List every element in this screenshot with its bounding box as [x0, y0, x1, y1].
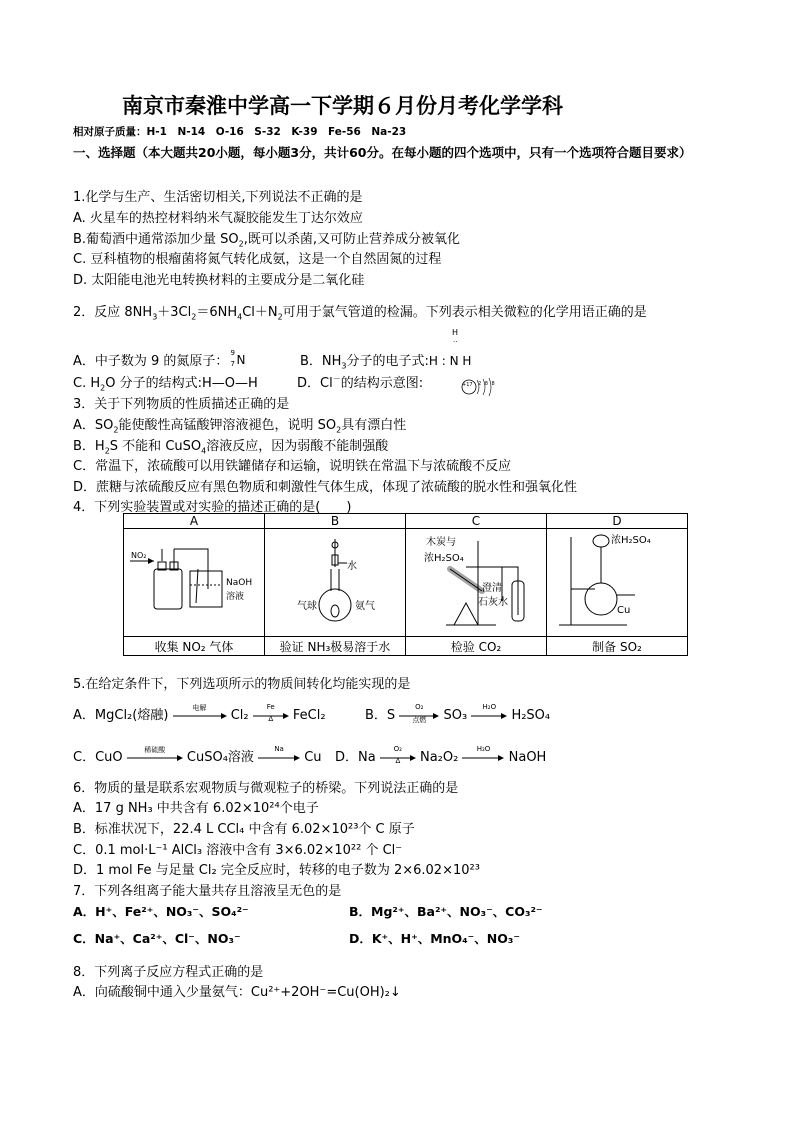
q7-option-c: C．Na⁺、Ca²⁺、Cl⁻、NO₃⁻	[73, 931, 241, 946]
q2-option-d: D．Cl－的结构示意图:	[297, 374, 424, 391]
q6-option-a: A．17 g NH₃ 中共含有 6.02×10²⁴个电子	[73, 801, 319, 816]
reaction-arrow: O₂ Δ	[380, 751, 416, 765]
so2-prep-apparatus	[547, 529, 687, 633]
cl-ion-nucleus: +17	[462, 382, 473, 388]
q3-option-b: B．$H_2S$ 不能和 CuSO$_4$溶液反应，因为弱酸不能制强酸	[73, 439, 389, 456]
cl-ion-shells: 2 8 8	[478, 381, 496, 387]
label-ammonia: 氨气	[355, 601, 375, 612]
q5-stem: 5.在给定条件下，下列选项所示的物质间转化均能实现的是	[73, 677, 411, 692]
col-header-d: D	[547, 514, 688, 529]
reaction-arrow: H₂O	[462, 751, 504, 765]
q6-stem: 6．物质的量是联系宏观物质与微观粒子的桥梁。下列说法正确的是	[73, 781, 459, 796]
nuclide-symbol: 9 7 N	[230, 348, 246, 368]
q2-option-b: B．$NH_3$分子的电子式:H : N H	[300, 354, 472, 371]
reaction-arrow: 稀硫酸	[127, 751, 183, 765]
q2-edot-pair: ··	[453, 338, 458, 346]
col-header-a: A	[124, 514, 265, 529]
q2-stem: 2．反应 $8NH_3+3Cl_2=6NH_4Cl+N_2$可用于氯气管道的检漏。下列表示相关微粒的化学用语正确的是	[73, 305, 647, 322]
apparatus-c	[406, 529, 547, 637]
reaction-arrow: 电解	[173, 709, 227, 723]
label-conc-acid-c: 浓H₂SO₄	[424, 553, 464, 564]
q5-option-b: B．S O₂ 点燃 SO₃ H₂O H₂SO₄	[365, 702, 551, 724]
q1-stem: 1.化学与生产、生活密切相关,下列说法不正确的是	[73, 190, 363, 205]
reaction-arrow: H₂O	[471, 709, 507, 723]
page-title: 南京市秦淮中学高一下学期６月份月考化学学科	[122, 93, 563, 118]
co2-test-apparatus	[406, 529, 546, 633]
label-conc-acid-d: 浓H₂SO₄	[611, 535, 651, 546]
q7-option-a: A．H⁺、Fe²⁺、NO₃⁻、SO₄²⁻	[73, 904, 249, 919]
caption-d: 制备 SO₂	[547, 637, 688, 656]
q7-stem: 7．下列各组离子能大量共存且溶液呈无色的是	[73, 884, 342, 899]
label-limewater-2: 石灰水	[478, 597, 508, 608]
q5-option-d: D．Na O₂ Δ Na₂O₂ H₂O NaOH	[335, 744, 547, 765]
apparatus-d	[547, 529, 688, 637]
q1-option-d: D. 太阳能电池光电转换材料的主要成分是二氧化硅	[73, 273, 365, 288]
q1-option-a: A. 火星车的热控材料纳米气凝胶能发生丁达尔效应	[73, 211, 363, 226]
label-no2: NO₂	[131, 551, 147, 560]
q8-option-a: A．向硫酸铜中通入少量氨气：Cu²⁺+2OH⁻=Cu(OH)₂↓	[73, 985, 401, 1000]
apparatus-b	[265, 529, 406, 637]
label-solution: 溶液	[226, 592, 245, 602]
ammonia-fountain-apparatus	[265, 529, 405, 633]
q2-option-a: A．中子数为 9 的氮原子： 9 7 N	[73, 350, 248, 369]
q2-option-c: C. $H_2O$ 分子的结构式:H—O—H	[73, 376, 258, 393]
label-naoh: NaOH	[226, 578, 253, 588]
q6-option-c: C．0.1 mol·L⁻¹ AlCl₃ 溶液中含有 3×6.02×10²² 个 Cl⁻	[73, 843, 403, 858]
label-carbon: 木炭与	[426, 537, 456, 548]
experiment-table	[123, 513, 688, 656]
reaction-arrow: O₂ 点燃	[399, 709, 439, 723]
label-balloon: 气球	[297, 601, 317, 612]
label-water: 水	[347, 561, 357, 572]
q7-option-b: B．Mg²⁺、Ba²⁺、NO₃⁻、CO₃²⁻	[349, 904, 543, 919]
apparatus-a	[124, 529, 265, 637]
col-header-b: B	[265, 514, 406, 529]
q5-option-c: C．CuO 稀硫酸 CuSO₄溶液 Na Cu	[73, 744, 322, 765]
section-heading: 一、选择题（本大题共20小题，每小题3分，共计60分。在每小题的四个选项中，只有一个选项符合题目要求）	[73, 145, 692, 160]
q6-option-b: B．标准状况下，22.4 L CCl₄ 中含有 6.02×10²³个 C 原子	[73, 822, 415, 837]
q8-stem: 8．下列离子反应方程式正确的是	[73, 965, 264, 980]
q2-edot-h-top: H	[452, 328, 459, 337]
no2-collection-apparatus	[124, 529, 264, 633]
reaction-arrow: Fe Δ	[253, 709, 289, 723]
q1-option-b: B.葡萄酒中通常添加少量 $SO_2$,既可以杀菌,又可防止营养成分被氧化	[73, 232, 461, 249]
q3-option-d: D．蔗糖与浓硫酸反应有黑色物质和刺激性气体生成，体现了浓硫酸的脱水性和强氧化性	[73, 480, 578, 495]
reaction-arrow: Na	[258, 751, 300, 765]
atomic-masses: 相对原子质量：H-1 N-14 O-16 S-32 K-39 Fe-56 Na-23	[73, 126, 407, 138]
col-header-c: C	[406, 514, 547, 529]
q1-option-c: C. 豆科植物的根瘤菌将氮气转化成氨，这是一个自然固氮的过程	[73, 252, 442, 267]
q4-stem: 4．下列实验装置或对实验的描述正确的是( )	[73, 500, 352, 515]
q3-option-a: A．$SO_2$能使酸性高锰酸钾溶液褪色，说明 $SO_2$具有漂白性	[73, 418, 407, 435]
label-cu: Cu	[617, 605, 631, 616]
q3-stem: 3．关于下列物质的性质描述正确的是	[73, 397, 290, 412]
caption-a: 收集 NO₂ 气体	[124, 637, 265, 656]
q7-option-d: D．K⁺、H⁺、MnO₄⁻、NO₃⁻	[349, 931, 520, 946]
caption-b: 验证 NH₃极易溶于水	[265, 637, 406, 656]
q3-option-c: C．常温下，浓硫酸可以用铁罐储存和运输，说明铁在常温下与浓硫酸不反应	[73, 459, 512, 474]
caption-c: 检验 CO₂	[406, 637, 547, 656]
label-limewater-1: 澄清	[482, 583, 502, 594]
q5-option-a: A．MgCl₂(熔融) 电解 Cl₂ Fe Δ FeCl₂	[73, 702, 326, 723]
q6-option-d: D．1 mol Fe 与足量 Cl₂ 完全反应时，转移的电子数为 2×6.02×10²³	[73, 863, 480, 878]
